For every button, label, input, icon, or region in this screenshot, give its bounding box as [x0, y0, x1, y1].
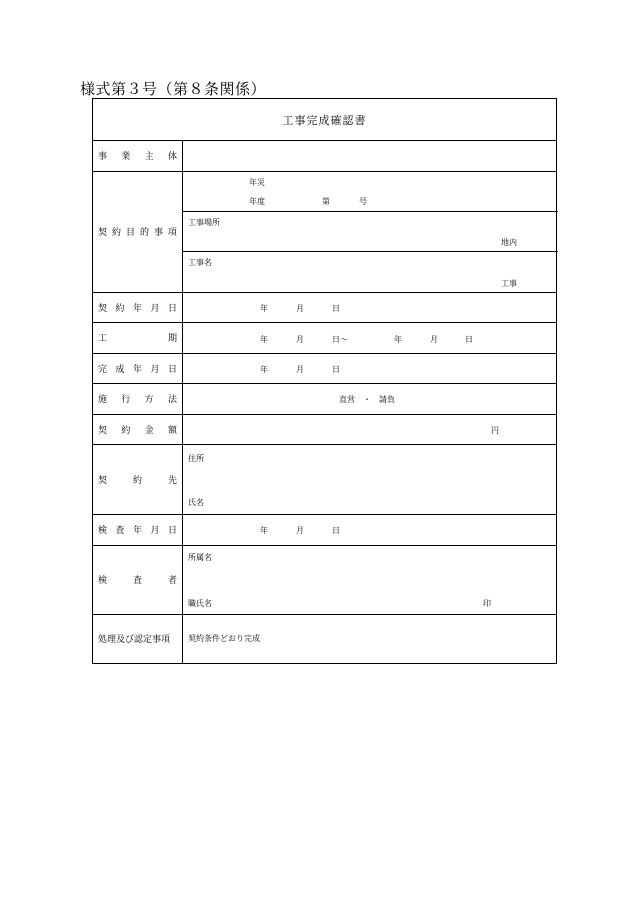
go-text: 号	[359, 197, 367, 206]
seal-in-text: 印	[483, 599, 491, 608]
tsuki-text: 月	[296, 526, 304, 535]
nen-text: 年	[260, 365, 268, 374]
label-keiyaku-kingaku: 契 約 金 額	[98, 425, 177, 436]
field-jigyo-shutai[interactable]	[93, 140, 556, 171]
label-column-divider	[182, 140, 183, 663]
hi-text: 日	[465, 335, 473, 344]
shoku-shimei-label: 職氏名	[188, 599, 212, 608]
hi-text: 日	[332, 526, 340, 535]
hi-text: 日	[332, 304, 340, 313]
tsuki-text: 月	[430, 335, 438, 344]
nen-text: 年	[260, 304, 268, 313]
label-keiyakusaki: 契 約 先	[98, 475, 177, 486]
tsuki-text: 月	[296, 304, 304, 313]
koji-basho-label: 工事場所	[188, 218, 220, 227]
label-shori: 処理及び認定事項	[98, 635, 171, 645]
jusho-label: 住所	[188, 454, 204, 463]
koji-mei-label: 工事名	[188, 258, 212, 267]
completion-confirmation-form	[92, 98, 557, 664]
chinai-text: 地内	[501, 238, 517, 247]
nendo-text: 年度	[249, 197, 265, 206]
hi-kara-text: 日～	[332, 335, 348, 344]
label-koki: 工 期	[98, 334, 177, 344]
shori-value: 契約条件どおり完成	[188, 634, 260, 643]
document-title: 工事完成確認書	[282, 113, 367, 127]
shozoku-label: 所属名	[188, 553, 212, 562]
nensai-text: 年災	[249, 178, 265, 187]
sub-row-divider	[182, 251, 558, 252]
seko-hoho-value: 直営 ・ 請負	[339, 395, 395, 404]
shimei-label: 氏名	[188, 498, 204, 507]
label-kensasha: 検 査 者	[98, 576, 177, 586]
en-text: 円	[491, 426, 499, 435]
sub-row-divider	[182, 211, 558, 212]
label-seko-hoho: 施 行 方 法	[98, 395, 177, 405]
tsuki-text: 月	[296, 335, 304, 344]
label-keiyaku-mokuteki: 契 約 目 的 事 項	[98, 228, 177, 238]
label-keiyaku-nengappi: 契 約 年 月 日	[98, 303, 177, 314]
label-kansei-nengappi: 完 成 年 月 日	[98, 364, 177, 375]
nen-text: 年	[260, 526, 268, 535]
hi-text: 日	[332, 365, 340, 374]
label-jigyo-shutai: 事 業 主 体	[98, 152, 177, 162]
label-kensa-nengappi: 検 査 年 月 日	[98, 526, 177, 536]
form-number-title: 様式第３号（第８条関係）	[80, 80, 267, 98]
nen-text: 年	[260, 335, 268, 344]
nen-text: 年	[394, 335, 402, 344]
tsuki-text: 月	[296, 365, 304, 374]
dai-text: 第	[322, 197, 330, 206]
koji-text: 工事	[501, 279, 517, 288]
